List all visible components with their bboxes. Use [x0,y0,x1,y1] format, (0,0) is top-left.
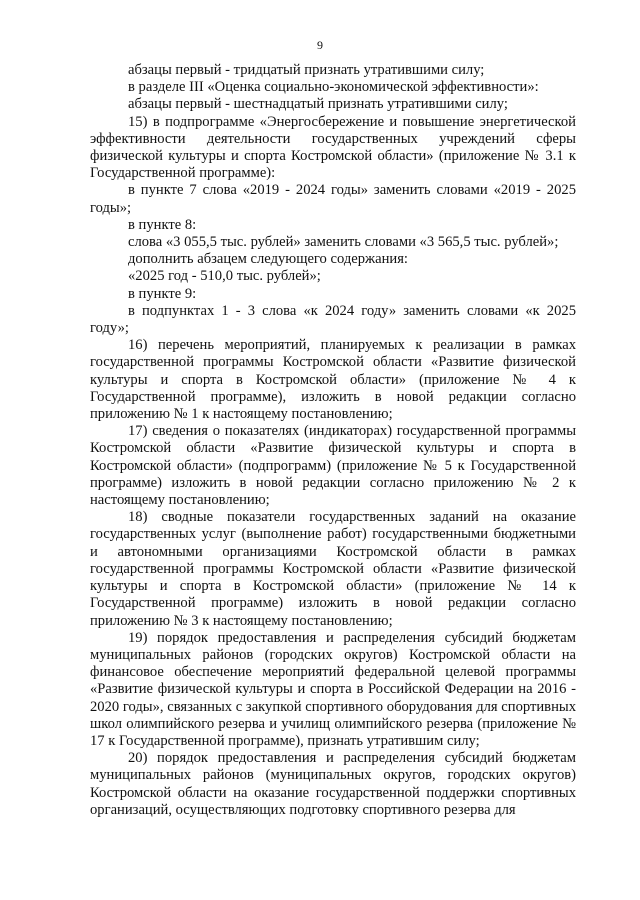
paragraph: 18) сводные показатели государственных заданий на оказание государственных услуг (выполнение работ) государственными бюджетными и автономными организациями Костромской области в рамках государственной программы Костромской области «Развитие физической культуры и спорта в Костромской области» (приложение № 14 к Государственной программе) изложить в новой редакции согласно приложению № 3 к настоящему постановлению; [90,509,576,629]
paragraph: «2025 год - 510,0 тыс. рублей»; [128,268,321,285]
paragraph: 20) порядок предоставления и распределения субсидий бюджетам муниципальных районов (муниципальных округов, городских округов) Костромской области на оказание государственной поддержки спортивных организаций, осуществляющих подготовку спортивного резерва для [90,750,576,818]
paragraph: 17) сведения о показателях (индикаторах) государственной программы Костромской области «Развитие физической культуры и спорта в Костромской области» (подпрограмм) (приложение № 5 к Государственной программе) изложить в новой редакции согласно приложению № 2 к настоящему постановлению; [90,423,576,509]
paragraph: в пункте 9: [128,285,197,302]
page-number: 9 [317,38,323,52]
paragraph: в пункте 7 слова «2019 - 2024 годы» заменить словами «2019 - 2025 годы»; [90,182,576,216]
paragraph: 15) в подпрограмме «Энергосбережение и повышение энергетической эффективности деятельности государственных учреждений сферы физической культуры и спорта Костромской области» (приложение № 3.1 к Государственной программе): [90,113,576,182]
document-body [90,62,576,819]
paragraph: в разделе III «Оценка социально-экономической эффективности»: [128,79,539,96]
paragraph: 19) порядок предоставления и распределения субсидий бюджетам муниципальных районов (городских округов) Костромской области на финансовое обеспечение мероприятий федеральной целевой программы «Развитие физической культуры и спорта в Российской Федерации на 2016 - 2020 годы», связанных с закупкой спортивного оборудования для спортивных школ олимпийского резерва и училищ олимпийского резерва (приложение № 17 к Государственной программе), признать утратившим силу; [90,629,576,749]
paragraph: 16) перечень мероприятий, планируемых к реализации в рамках государственной программы Костромской области «Развитие физической культуры и спорта в Костромской области» (приложение № 4 к Государственной программе), изложить в новой редакции согласно приложению № 1 к настоящему постановлению; [90,337,576,423]
paragraph: абзацы первый - шестнадцатый признать утратившими силу; [128,96,508,113]
paragraph: абзацы первый - тридцатый признать утратившими силу; [128,62,485,78]
paragraph: слова «3 055,5 тыс. рублей» заменить словами «3 565,5 тыс. рублей»; [128,234,559,251]
paragraph: в подпунктах 1 - 3 слова «к 2024 году» заменить словами «к 2025 году»; [90,302,576,337]
paragraph: дополнить абзацем следующего содержания: [128,251,408,268]
paragraph: в пункте 8: [128,216,197,233]
